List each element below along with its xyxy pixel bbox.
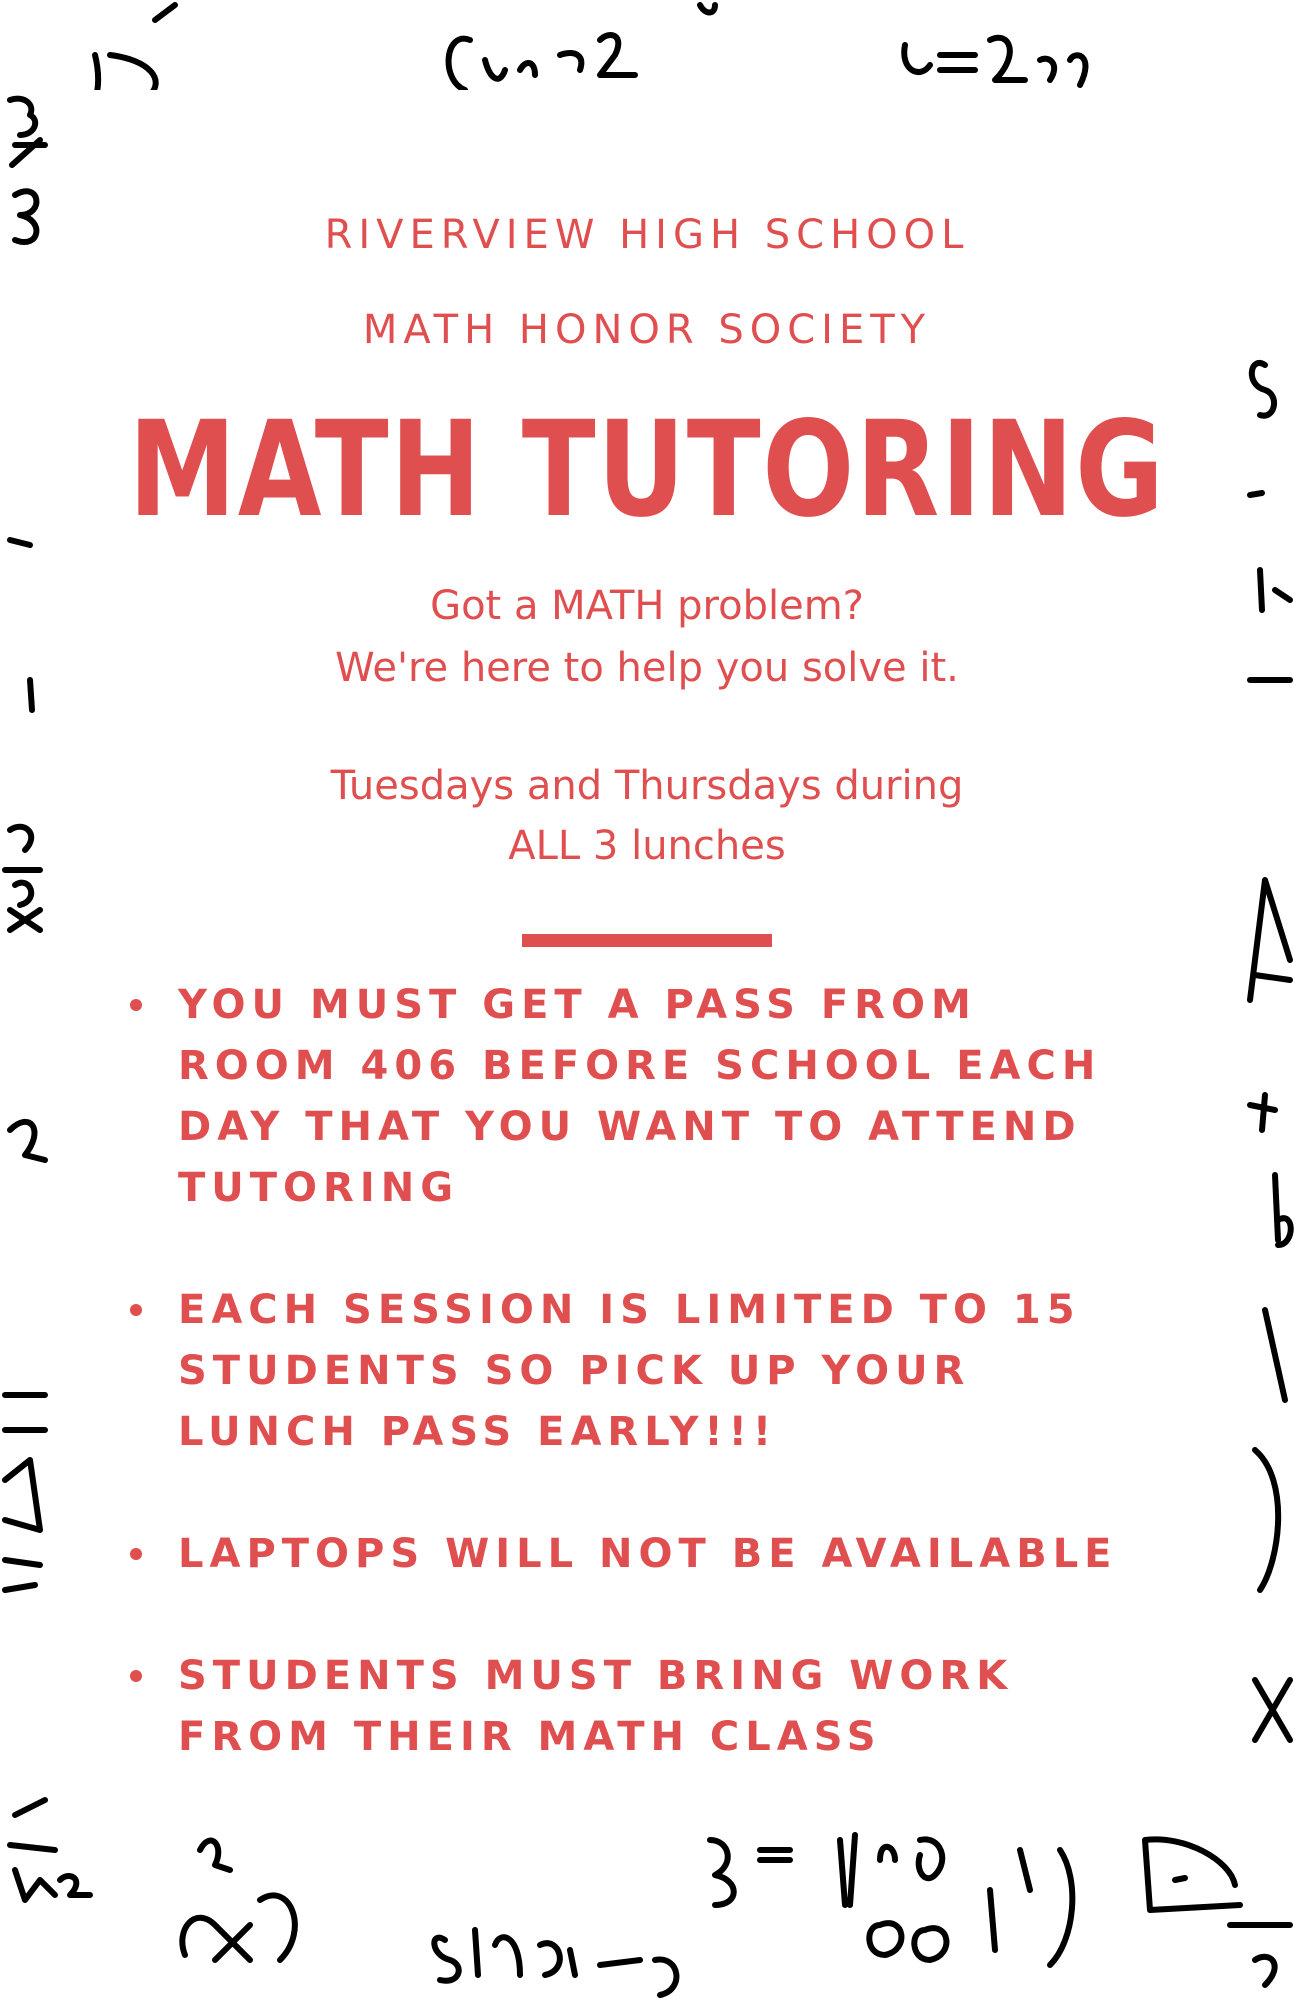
rules-list — [130, 975, 1170, 1829]
page-title: MATH TUTORING — [128, 393, 1166, 547]
bullet-dot-icon — [130, 1548, 142, 1560]
rule-line: YOU MUST GET A PASS FROM — [178, 982, 977, 1028]
tagline-line-1: Got a MATH problem? — [430, 583, 864, 629]
rule-session-limit — [130, 1280, 1170, 1463]
rule-line: LAPTOPS WILL NOT BE AVAILABLE — [178, 1531, 1118, 1577]
bullet-dot-icon — [130, 1670, 142, 1682]
schedule-line-2: ALL 3 lunches — [508, 823, 786, 869]
tagline — [0, 575, 1294, 699]
divider-bar — [522, 934, 772, 947]
rule-pass-required — [130, 975, 1170, 1219]
rule-line: TUTORING — [178, 1165, 460, 1211]
rule-line: DAY THAT YOU WANT TO ATTEND — [178, 1104, 1082, 1150]
bullet-dot-icon — [130, 1304, 142, 1316]
schedule — [0, 756, 1294, 876]
rule-line: FROM THEIR MATH CLASS — [178, 1714, 882, 1760]
society-name: MATH HONOR SOCIETY — [362, 307, 932, 353]
rule-line: STUDENTS MUST BRING WORK — [178, 1653, 1014, 1699]
tagline-line-2: We're here to help you solve it. — [335, 645, 959, 691]
rule-bring-work — [130, 1646, 1170, 1768]
rule-no-laptops — [130, 1524, 1170, 1585]
schedule-line-1: Tuesdays and Thursdays during — [330, 763, 964, 809]
rule-line: EACH SESSION IS LIMITED TO 15 — [178, 1287, 1081, 1333]
bullet-dot-icon — [130, 999, 142, 1011]
rule-line: ROOM 406 BEFORE SCHOOL EACH — [178, 1043, 1102, 1089]
rule-line: STUDENTS SO PICK UP YOUR — [178, 1348, 971, 1394]
school-name: RIVERVIEW HIGH SCHOOL — [324, 212, 970, 258]
rule-line: LUNCH PASS EARLY!!! — [178, 1409, 778, 1455]
